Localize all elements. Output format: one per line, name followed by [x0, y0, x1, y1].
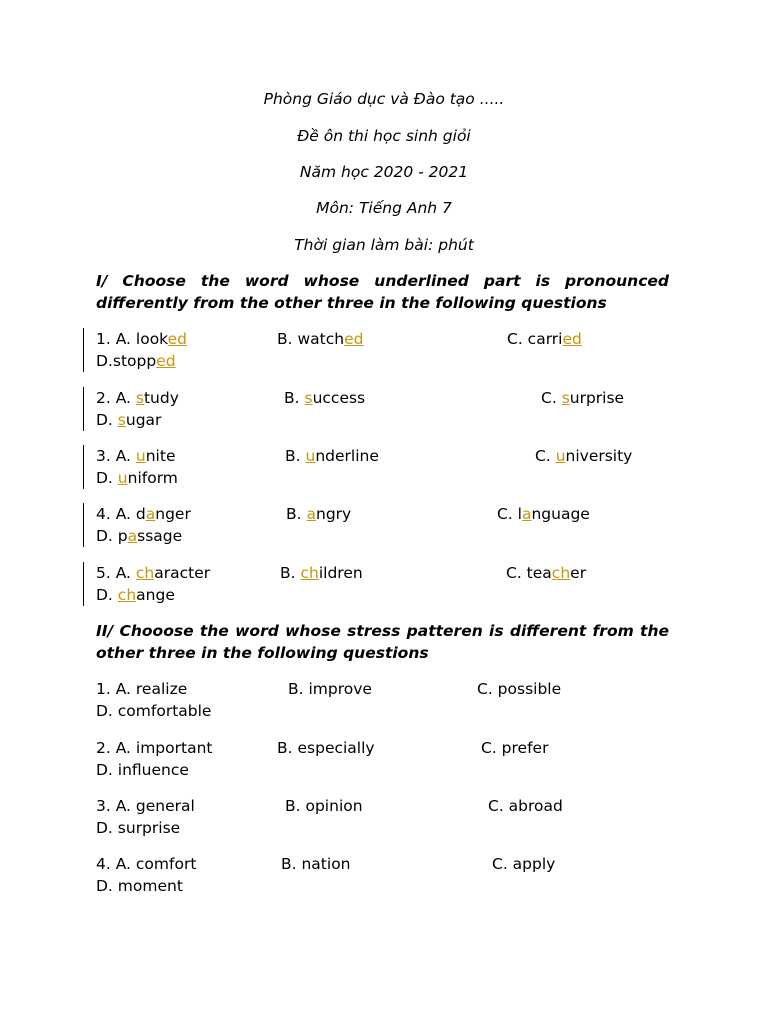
header-subject: Môn: Tiếng Anh 7 — [316, 199, 452, 217]
option-a: 3. A. general — [96, 797, 195, 815]
section1-question-4 — [83, 503, 716, 547]
section1-question-2 — [83, 387, 716, 431]
section2-question-1 — [96, 678, 716, 722]
section1-question-1 — [83, 328, 716, 372]
option-c: C. prefer — [481, 739, 549, 757]
section1-question-3 — [83, 445, 716, 489]
option-a: 1. A. looked — [96, 330, 187, 348]
option-b: B. angry — [286, 505, 352, 523]
option-a: 2. A. study — [96, 389, 179, 407]
section2-question-4 — [96, 853, 716, 897]
option-b: B. children — [280, 564, 363, 582]
option-b: B. watched — [277, 330, 364, 348]
option-b: B. nation — [281, 855, 351, 873]
option-a: 4. A. comfort — [96, 855, 197, 873]
section1-heading: I/ Choose the word whose underlined part is pronounced differently from the other three in the following questions — [96, 272, 669, 312]
option-b: B. especially — [277, 739, 375, 757]
option-d: D. uniform — [96, 469, 178, 487]
section2-question-2 — [96, 737, 716, 781]
option-c: C. possible — [477, 680, 562, 698]
option-b: B. opinion — [285, 797, 363, 815]
section2-question-3 — [96, 795, 716, 839]
option-b: B. improve — [288, 680, 372, 698]
header-school-year: Năm học 2020 - 2021 — [299, 163, 469, 181]
option-c: C. apply — [492, 855, 556, 873]
option-d: D. passage — [96, 527, 183, 545]
option-c: C. teacher — [506, 564, 587, 582]
option-c: C. abroad — [488, 797, 563, 815]
option-d: D.stopped — [96, 352, 176, 370]
option-a: 2. A. important — [96, 739, 213, 757]
option-c: C. carried — [507, 330, 582, 348]
header-department: Phòng Giáo dục và Đào tạo ..... — [263, 90, 505, 108]
option-a: 5. A. character — [96, 564, 211, 582]
option-a: 3. A. unite — [96, 447, 176, 465]
option-d: D. comfortable — [96, 702, 212, 720]
header-exam-title: Đề ôn thi học sinh giỏi — [297, 127, 471, 145]
option-d: D. influence — [96, 761, 189, 779]
option-c: C. surprise — [541, 389, 625, 407]
option-c: C. university — [535, 447, 633, 465]
option-d: D. sugar — [96, 411, 162, 429]
option-d: D. surprise — [96, 819, 181, 837]
option-c: C. language — [497, 505, 590, 523]
section1-question-5 — [83, 562, 716, 606]
option-b: B. underline — [285, 447, 379, 465]
option-b: B. success — [284, 389, 366, 407]
option-a: 1. A. realize — [96, 680, 188, 698]
section2-heading: II/ Chooose the word whose stress patteren is different from the other three in the following questions — [96, 622, 669, 662]
option-d: D. moment — [96, 877, 183, 895]
option-d: D. change — [96, 586, 175, 604]
header-duration: Thời gian làm bài: phút — [294, 236, 474, 254]
option-a: 4. A. danger — [96, 505, 191, 523]
